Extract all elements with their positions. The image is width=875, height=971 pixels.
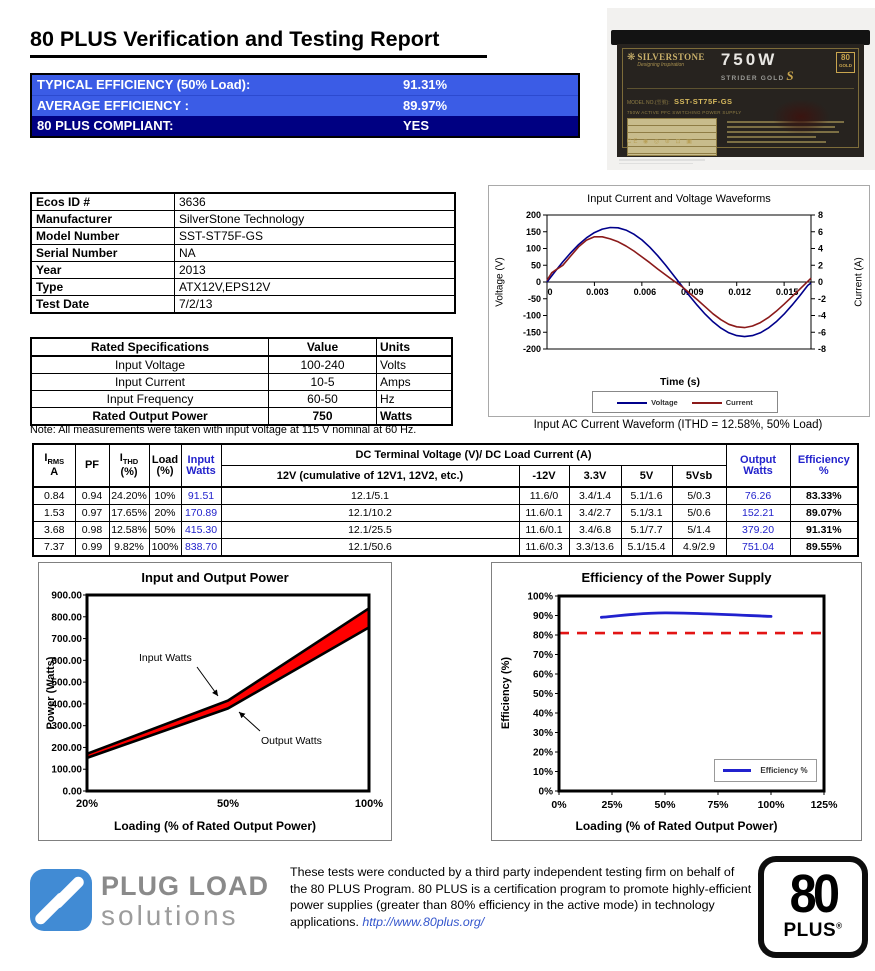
svg-text:300.00: 300.00 bbox=[51, 721, 82, 733]
col-input-watts: Input Watts bbox=[181, 444, 221, 487]
waveform-y-left-label: Voltage (V) bbox=[494, 257, 506, 307]
info-row: Type ATX12V,EPS12V bbox=[31, 279, 455, 296]
power-x-label: Loading (% of Rated Output Power) bbox=[114, 819, 316, 833]
efficiency-legend: Efficiency % bbox=[714, 759, 817, 782]
svg-text:0.006: 0.006 bbox=[633, 287, 657, 297]
svg-text:70%: 70% bbox=[532, 650, 553, 661]
load-row-20pct: 1.53 0.97 17.65% 20% 170.89 12.1/10.2 11.6/0.1 3.4/2.7 5.1/3.1 5/0.6 152.21 89.07% bbox=[33, 505, 858, 522]
svg-text:8: 8 bbox=[818, 210, 824, 220]
svg-text:50%: 50% bbox=[654, 799, 676, 811]
svg-text:150: 150 bbox=[525, 226, 541, 237]
svg-text:75%: 75% bbox=[707, 799, 729, 811]
svg-text:-6: -6 bbox=[818, 327, 827, 338]
info-row: Model Number SST-ST75F-GS bbox=[31, 228, 455, 245]
waveform-legend bbox=[592, 391, 778, 413]
psu-tagline: Designing Inspiration bbox=[637, 62, 685, 68]
load-row-10pct: 0.84 0.94 24.20% 10% 91.51 12.1/5.1 11.6/0 3.4/1.4 5.1/1.6 5/0.3 76.26 83.33% bbox=[33, 487, 858, 505]
svg-text:30%: 30% bbox=[532, 728, 553, 739]
svg-text:400.00: 400.00 bbox=[51, 699, 82, 711]
col-dc-group: DC Terminal Voltage (V)/ DC Load Current (A) bbox=[221, 444, 726, 466]
psu-photo bbox=[607, 8, 875, 170]
svg-text:20%: 20% bbox=[532, 747, 553, 759]
plugload-title: PLUG LOAD bbox=[101, 871, 269, 901]
specs-row: Input Voltage 100-240 Volts bbox=[31, 356, 452, 374]
svg-text:125%: 125% bbox=[810, 799, 838, 811]
footer-link[interactable]: http://www.80plus.org/ bbox=[362, 914, 485, 929]
col-ithd: $I_{THD}$ (%) bbox=[109, 444, 149, 487]
power-chart bbox=[39, 563, 389, 836]
psu-model-row: MODEL NO.(型號): SST-ST75F-GS bbox=[627, 88, 854, 109]
plugload-logo-icon bbox=[30, 869, 92, 931]
waveform-x-label: Time (s) bbox=[659, 376, 701, 388]
svg-text:0: 0 bbox=[818, 277, 824, 287]
svg-text:-50: -50 bbox=[527, 293, 541, 304]
col-efficiency: Efficiency % bbox=[790, 444, 858, 487]
info-row: Manufacturer SilverStone Technology bbox=[31, 211, 455, 228]
svg-text:-8: -8 bbox=[818, 344, 827, 354]
svg-text:800.00: 800.00 bbox=[51, 612, 82, 624]
summary-label: AVERAGE EFFICIENCY : bbox=[37, 98, 189, 113]
svg-text:0%: 0% bbox=[538, 786, 553, 798]
efficiency-x-label: Loading (% of Rated Output Power) bbox=[575, 819, 778, 833]
col-n12v: -12V bbox=[519, 466, 569, 488]
load-row-50pct: 3.68 0.98 12.58% 50% 415.30 12.1/25.5 11.6/0.1 3.4/6.8 5.1/7.7 5/1.4 379.20 91.31% bbox=[33, 522, 858, 539]
col-12v: 12V (cumulative of 12V1, 12V2, etc.) bbox=[221, 466, 519, 488]
col-pf: PF bbox=[75, 444, 109, 487]
plugload-subtitle: solutions bbox=[101, 900, 239, 931]
svg-text:0.003: 0.003 bbox=[586, 287, 609, 297]
efficiency-y-label: Efficiency (%) bbox=[500, 656, 512, 730]
svg-text:-2: -2 bbox=[818, 293, 827, 304]
summary-value: YES bbox=[403, 118, 430, 133]
summary-label: 80 PLUS COMPLIANT: bbox=[37, 118, 174, 133]
specs-row: Input Frequency 60-50 Hz bbox=[31, 391, 452, 408]
svg-text:0: 0 bbox=[547, 287, 553, 297]
psu-cert-icons: CE ◉ ◎ ⊛ ⊡ ▣ bbox=[627, 139, 694, 145]
legend-voltage: Voltage bbox=[617, 398, 678, 407]
efficiency-chart bbox=[492, 563, 859, 836]
load-row-100pct: 7.37 0.99 9.82% 100% 838.70 12.1/50.6 11.6/0.3 3.3/13.6 5.1/15.4 4.9/2.9 751.04 89.55% bbox=[33, 539, 858, 557]
power-panel bbox=[38, 562, 392, 841]
svg-text:40%: 40% bbox=[532, 708, 553, 720]
svg-text:50%: 50% bbox=[532, 689, 553, 700]
power-y-label: Power (Watts) bbox=[45, 656, 57, 730]
psu-brand: SILVERSTONE bbox=[637, 52, 705, 62]
psu-80plus-gold-badge: 80 GOLD bbox=[836, 52, 855, 73]
svg-text:2: 2 bbox=[818, 260, 824, 271]
svg-text:-100: -100 bbox=[522, 310, 541, 321]
svg-text:0.012: 0.012 bbox=[728, 287, 751, 297]
svg-text:60%: 60% bbox=[532, 669, 553, 681]
waveform-title: Input Current and Voltage Waveforms bbox=[587, 193, 771, 205]
col-5v: 5V bbox=[621, 466, 672, 488]
eighty-plus-badge: 80 PLUS® bbox=[758, 856, 868, 958]
col-output-watts: Output Watts bbox=[726, 444, 790, 487]
svg-text:6: 6 bbox=[818, 226, 824, 237]
psu-lid bbox=[611, 30, 870, 45]
current-line-icon bbox=[692, 402, 722, 404]
svg-text:50: 50 bbox=[530, 260, 541, 271]
waveform-chart bbox=[489, 210, 869, 370]
svg-text:-150: -150 bbox=[522, 327, 541, 338]
summary-value: 91.31% bbox=[403, 77, 448, 92]
info-row: Serial Number NA bbox=[31, 245, 455, 262]
specs-note: Note: All measurements were taken with input voltage at 115 V nominal at 60 Hz. bbox=[30, 424, 417, 436]
title-rule bbox=[30, 55, 487, 58]
summary-row-compliant bbox=[32, 116, 578, 136]
summary-row-typical bbox=[32, 75, 578, 95]
footer-text: These tests were conducted by a third party independent testing firm on behalf of the 80 PLUS Program. 80 PLUS is a certification program to promote highly-efficient power supplies (greater than 80% efficiency in the active mode) in technology applications. http://www.80plus.org/ bbox=[290, 865, 752, 929]
svg-text:200.00: 200.00 bbox=[51, 742, 82, 754]
psu-descriptor: 750W ACTIVE PFC SWITCHING POWER SUPPLY bbox=[627, 110, 742, 115]
psu-shadow bbox=[772, 99, 830, 135]
specs-row: Input Current 10-5 Amps bbox=[31, 374, 452, 391]
psu-wattage: 750W bbox=[720, 50, 778, 69]
svg-text:4: 4 bbox=[818, 243, 824, 254]
efficiency-panel bbox=[491, 562, 862, 841]
load-table bbox=[32, 443, 859, 557]
summary-label: TYPICAL EFFICIENCY (50% Load): bbox=[37, 77, 251, 92]
summary-value: 89.97% bbox=[403, 98, 448, 113]
svg-text:0.015: 0.015 bbox=[775, 287, 799, 297]
col-load: Load (%) bbox=[149, 444, 181, 487]
svg-text:0: 0 bbox=[535, 277, 541, 287]
col-irms: $I_{RMS}$ A bbox=[33, 444, 75, 487]
psu-spec-table bbox=[627, 118, 717, 156]
annotation-input-watts: Input Watts bbox=[139, 652, 192, 664]
info-row: Test Date 7/2/13 bbox=[31, 296, 455, 314]
psu-body bbox=[617, 44, 864, 157]
efficiency-line-icon bbox=[723, 769, 751, 772]
svg-text:80%: 80% bbox=[532, 630, 553, 642]
power-title: Input and Output Power bbox=[141, 570, 289, 585]
svg-text:100%: 100% bbox=[757, 799, 785, 811]
specs-table: Rated Specifications Value Units Input Voltage 100-240 Volts Input Current 10-5 Amps Input Frequency 60-50 Hz Rated Output Power 750 Watts bbox=[30, 337, 453, 426]
svg-text:90%: 90% bbox=[532, 611, 553, 622]
col-5vsb: 5Vsb bbox=[672, 466, 726, 488]
svg-text:600.00: 600.00 bbox=[51, 655, 82, 667]
svg-text:0.00: 0.00 bbox=[62, 786, 82, 798]
waveform-y-right-label: Current (A) bbox=[853, 257, 865, 307]
page-title: 80 PLUS Verification and Testing Report bbox=[30, 27, 440, 51]
svg-text:0%: 0% bbox=[551, 799, 567, 811]
waveform-panel bbox=[488, 185, 870, 417]
annotation-output-watts: Output Watts bbox=[261, 735, 322, 747]
psu-label bbox=[622, 48, 859, 148]
svg-text:-4: -4 bbox=[818, 310, 827, 321]
efficiency-title: Efficiency of the Power Supply bbox=[581, 570, 772, 585]
summary-table bbox=[30, 73, 580, 138]
svg-text:20%: 20% bbox=[75, 798, 99, 810]
info-table bbox=[30, 192, 456, 314]
svg-text:-200: -200 bbox=[522, 344, 541, 354]
svg-text:700.00: 700.00 bbox=[51, 634, 82, 646]
svg-text:500.00: 500.00 bbox=[51, 677, 82, 689]
svg-text:25%: 25% bbox=[601, 799, 623, 811]
info-row: Year 2013 bbox=[31, 262, 455, 279]
silverstone-logo-icon: ❋ bbox=[627, 52, 636, 63]
svg-text:10%: 10% bbox=[532, 767, 553, 778]
svg-text:50%: 50% bbox=[216, 798, 240, 810]
badge-plus-label: PLUS® bbox=[783, 919, 843, 941]
legend-current: Current bbox=[692, 398, 753, 407]
psu-footnote bbox=[619, 157, 709, 166]
svg-text:100%: 100% bbox=[527, 591, 553, 603]
svg-text:100.00: 100.00 bbox=[51, 764, 82, 776]
voltage-line-icon bbox=[617, 402, 647, 404]
specs-row: Rated Output Power 750 Watts bbox=[31, 408, 452, 426]
psu-series: STRIDER GOLD S bbox=[720, 68, 795, 83]
info-row: Ecos ID # 3636 bbox=[31, 193, 455, 211]
waveform-caption: Input AC Current Waveform (ITHD = 12.58%, 50% Load) bbox=[533, 419, 823, 431]
col-3v3: 3.3V bbox=[569, 466, 621, 488]
svg-text:200: 200 bbox=[525, 210, 541, 220]
svg-text:900.00: 900.00 bbox=[51, 590, 82, 602]
svg-text:0.009: 0.009 bbox=[681, 287, 704, 297]
svg-text:100: 100 bbox=[525, 243, 541, 254]
svg-text:100%: 100% bbox=[354, 798, 384, 810]
summary-row-average bbox=[32, 95, 578, 116]
